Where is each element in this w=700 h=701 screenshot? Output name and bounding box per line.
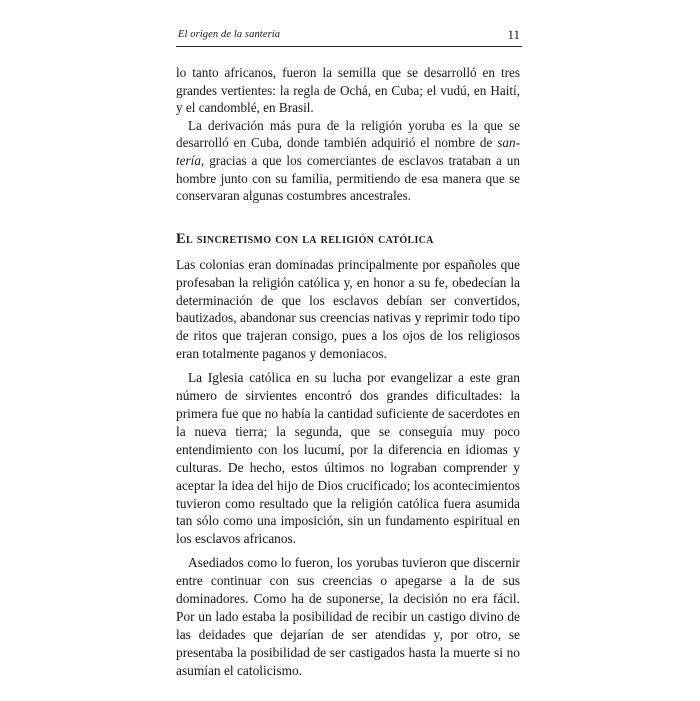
- running-head: [176, 24, 522, 47]
- paragraph-yorubas: Asediados como lo fueron, los yorubas tuvieron que discernir entre continuar con sus creencias o apegarse a la de sus dominadores. Como ha de suponerse, la decisión no era fácil. Por un lado estaba la posibilidad de recibir un castigo divino de las deidades que dejarían de ser atendidas y, por otro, se presentaba la posibilidad de ser castigados hasta la muerte si no asumían el catolicismo.: [176, 555, 520, 678]
- paragraph-derivation-end: , gracias a que los comerciantes de esclavos trataban a un hombre junto con su familia, permitiendo de esa manera que se conservaran algunas costumbres ancestrales.: [176, 152, 520, 204]
- paragraph-continuation: lo tanto africanos, fueron la semilla que se desarrolló en tres grandes vertientes: la regla de Ochá, en Cuba; el vudú, en Haití, y el candomblé, en Brasil.: [176, 65, 520, 116]
- section-heading: El sincretismo con la religión católica: [176, 230, 434, 247]
- running-title: El origen de la santería: [178, 29, 281, 40]
- section-body: [176, 256, 520, 680]
- paragraph-derivation: [176, 117, 520, 205]
- body-text: [176, 64, 520, 680]
- page-number: 11: [507, 27, 520, 42]
- book-page: [176, 24, 526, 684]
- paragraph-colonies: Las colonias eran dominadas principalmente por españoles que profesaban la religión católica y, en honor a su fe, obedecían la determinación de que los esclavos debían ser convertidos, bautizados, abandonar sus creencias nativas y reprimir todo tipo de ritos que trajeran consigo, pues a los ojos de los religiosos eran totalmente paganos y demoniacos.: [176, 256, 520, 362]
- paragraph-church: La Iglesia católica en su lucha por evangelizar a este gran número de sirvientes encontró dos grandes dificultades: la primera fue que no había la cantidad suficiente de sacerdotes en la nueva tierra; la segunda, que se conseguía muy poco entendimiento con los lucumí, por la diferencia en idiomas y culturas. De hecho, estos últimos no lograban comprender y aceptar la idea del hijo de Dios crucificado; los acontecimientos tuvieron como resultado que la religión católica fuera asumida tan sólo como una imposición, sin un fundamento espiritual en los esclavos africanos.: [176, 370, 520, 547]
- paragraph-derivation-start: La derivación más pura de la religión yoruba es la que se desarrolló en Cuba, donde también adquirió el nombre de: [176, 117, 520, 151]
- santeria-term: santería: [176, 135, 520, 168]
